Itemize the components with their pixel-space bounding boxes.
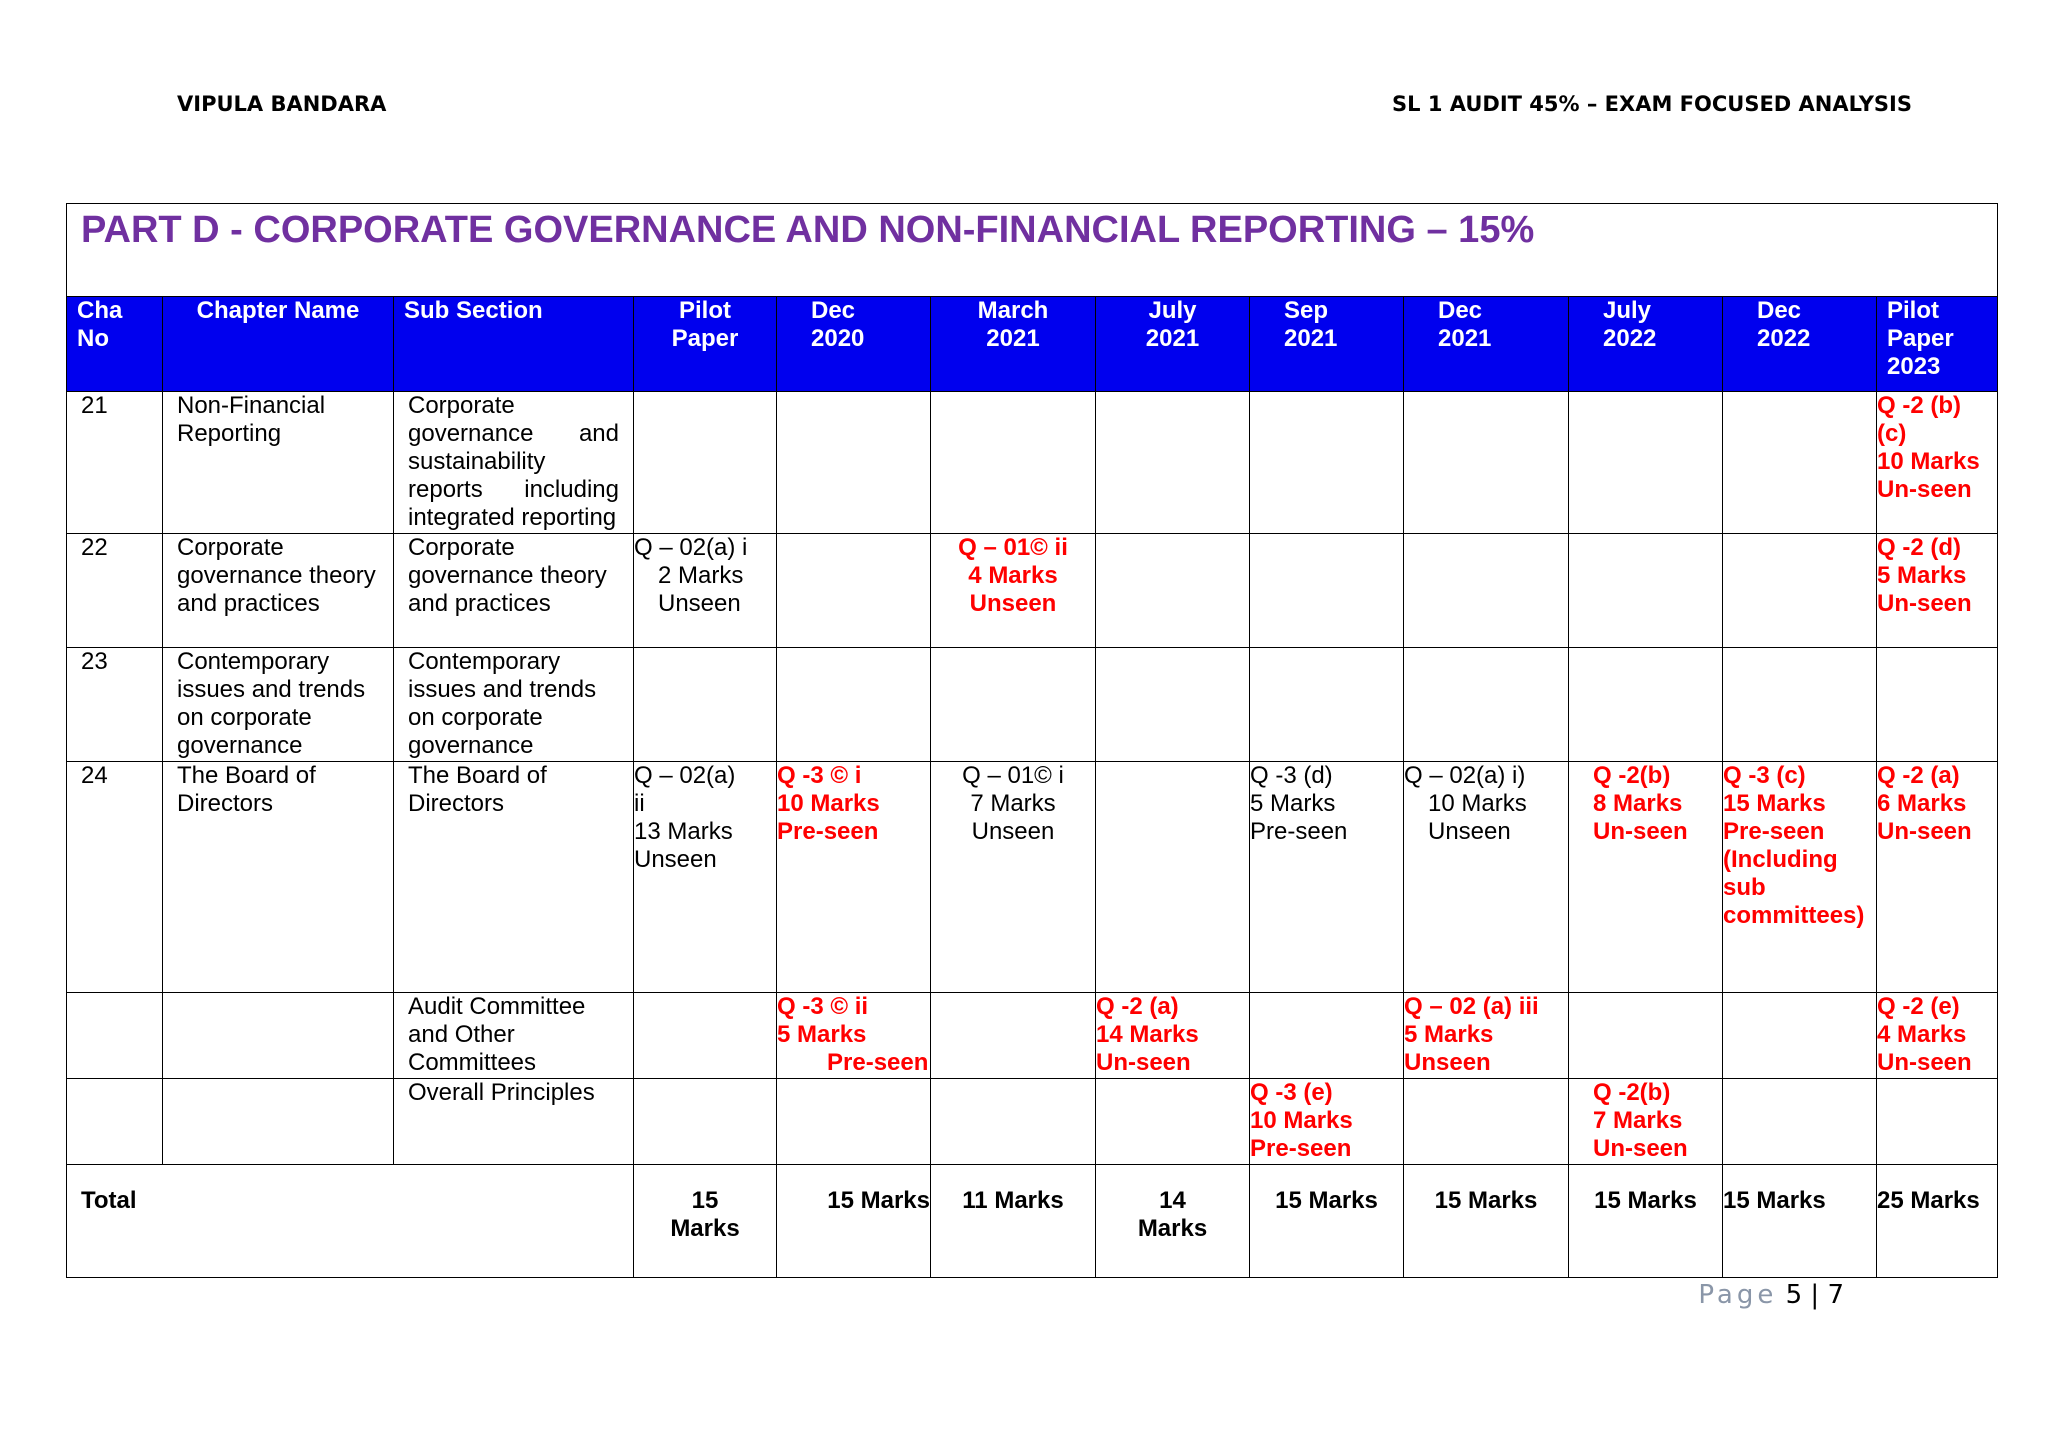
- cell-sep2021: [1250, 534, 1404, 648]
- chapter-name: Contemporary issues and trends on corporate governance: [163, 648, 394, 762]
- col-header-chapter-name: Chapter Name: [163, 297, 394, 392]
- cell-pilot: [634, 1079, 777, 1165]
- table-row: [67, 648, 1998, 762]
- cell-sep2021: [1250, 993, 1404, 1079]
- sub-section: The Board of Directors: [394, 762, 634, 993]
- sub-section: Contemporary issues and trends on corporate governance: [394, 648, 634, 762]
- page-current: 5: [1785, 1280, 1803, 1310]
- cell-pilot: [634, 648, 777, 762]
- total-mar2021: 11 Marks: [931, 1165, 1096, 1278]
- total-pilot: 15 Marks: [634, 1165, 777, 1278]
- cell-dec2020: [777, 1079, 931, 1165]
- cell-dec2022: [1723, 534, 1877, 648]
- cell-dec2021: Q – 02(a) i) 10 Marks Unseen: [1404, 762, 1569, 993]
- chapter-no: 24: [67, 762, 163, 993]
- col-header-sep-2021: Sep 2021: [1250, 297, 1404, 392]
- cell-jul2021: [1096, 762, 1250, 993]
- cell-mar2021: Q – 01© ii 4 Marks Unseen: [931, 534, 1096, 648]
- cell-dec2021: [1404, 1079, 1569, 1165]
- cell-jul2021: [1096, 1079, 1250, 1165]
- cell-dec2021: [1404, 534, 1569, 648]
- col-header-dec-2021: Dec 2021: [1404, 297, 1569, 392]
- table-row: [67, 762, 1998, 993]
- cell-jul2022: Q -2(b) 7 Marks Un-seen: [1569, 1079, 1723, 1165]
- total-row: [67, 1165, 1998, 1278]
- cell-mar2021: [931, 993, 1096, 1079]
- col-header-dec-2022: Dec 2022: [1723, 297, 1877, 392]
- col-header-pilot-paper-2023: Pilot Paper 2023: [1877, 297, 1998, 392]
- cell-mar2021: Q – 01© i 7 Marks Unseen: [931, 762, 1096, 993]
- total-label: Total: [67, 1165, 634, 1278]
- cell-jul2021: [1096, 392, 1250, 534]
- total-dec2022: 15 Marks: [1723, 1165, 1877, 1278]
- cell-jul2022: [1569, 648, 1723, 762]
- page-separator: |: [1810, 1280, 1820, 1310]
- total-dec2021: 15 Marks: [1404, 1165, 1569, 1278]
- cell-pilot: [634, 392, 777, 534]
- column-header-row: [67, 297, 1998, 392]
- col-header-pilot-paper: Pilot Paper: [634, 297, 777, 392]
- total-dec2020: 15 Marks: [777, 1165, 931, 1278]
- sub-section: Corporate governance and sustainability reports including integrated reporting: [394, 392, 634, 534]
- total-jul2022: 15 Marks: [1569, 1165, 1723, 1278]
- cell-dec2022: [1723, 993, 1877, 1079]
- cell-pilot: [634, 993, 777, 1079]
- cell-jul2022: [1569, 993, 1723, 1079]
- col-header-march-2021: March 2021: [931, 297, 1096, 392]
- chapter-no: 21: [67, 392, 163, 534]
- cell-pilot2023: [1877, 648, 1998, 762]
- chapter-no: [67, 993, 163, 1079]
- col-header-chapter-no: Cha No: [67, 297, 163, 392]
- page-number: [1698, 1280, 1844, 1310]
- cell-pilot2023: Q -2 (a) 6 Marks Un-seen: [1877, 762, 1998, 993]
- cell-sep2021: Q -3 (e) 10 Marks Pre-seen: [1250, 1079, 1404, 1165]
- cell-jul2022: [1569, 534, 1723, 648]
- col-header-dec-2020: Dec 2020: [777, 297, 931, 392]
- cell-pilot2023: Q -2 (d) 5 Marks Un-seen: [1877, 534, 1998, 648]
- cell-dec2021: Q – 02 (a) iii 5 Marks Unseen: [1404, 993, 1569, 1079]
- table-row: [67, 392, 1998, 534]
- cell-dec2020: Q -3 © ii 5 Marks Pre-seen: [777, 993, 931, 1079]
- cell-dec2021: [1404, 648, 1569, 762]
- page-total: 7: [1827, 1280, 1844, 1310]
- sub-section: Audit Committee and Other Committees: [394, 993, 634, 1079]
- cell-mar2021: [931, 392, 1096, 534]
- cell-pilot: Q – 02(a) i 2 Marks Unseen: [634, 534, 777, 648]
- sub-section: Corporate governance theory and practices: [394, 534, 634, 648]
- chapter-name: The Board of Directors: [163, 762, 394, 993]
- table-row: [67, 534, 1998, 648]
- cell-dec2020: Q -3 © i 10 Marks Pre-seen: [777, 762, 931, 993]
- col-header-july-2021: July 2021: [1096, 297, 1250, 392]
- cell-jul2022: Q -2(b) 8 Marks Un-seen: [1569, 762, 1723, 993]
- cell-pilot2023: [1877, 1079, 1998, 1165]
- cell-sep2021: [1250, 648, 1404, 762]
- cell-dec2021: [1404, 392, 1569, 534]
- cell-dec2022: [1723, 392, 1877, 534]
- cell-pilot2023: Q -2 (e) 4 Marks Un-seen: [1877, 993, 1998, 1079]
- chapter-name: Non-Financial Reporting: [163, 392, 394, 534]
- cell-dec2020: [777, 534, 931, 648]
- cell-dec2020: [777, 392, 931, 534]
- cell-sep2021: Q -3 (d) 5 Marks Pre-seen: [1250, 762, 1404, 993]
- cell-pilot: Q – 02(a) ii 13 Marks Unseen: [634, 762, 777, 993]
- cell-dec2022: Q -3 (c) 15 Marks Pre-seen (Including sub committees): [1723, 762, 1877, 993]
- total-pilot2023: 25 Marks: [1877, 1165, 1998, 1278]
- exam-analysis-table: [66, 203, 1998, 1278]
- total-jul2021: 14 Marks: [1096, 1165, 1250, 1278]
- chapter-name: [163, 1079, 394, 1165]
- cell-mar2021: [931, 1079, 1096, 1165]
- cell-dec2020: [777, 648, 931, 762]
- chapter-no: 23: [67, 648, 163, 762]
- cell-pilot2023: Q -2 (b) (c) 10 Marks Un-seen: [1877, 392, 1998, 534]
- cell-mar2021: [931, 648, 1096, 762]
- col-header-sub-section: Sub Section: [394, 297, 634, 392]
- col-header-july-2022: July 2022: [1569, 297, 1723, 392]
- cell-dec2022: [1723, 648, 1877, 762]
- sub-section: Overall Principles: [394, 1079, 634, 1165]
- cell-sep2021: [1250, 392, 1404, 534]
- author-name: VIPULA BANDARA: [177, 92, 387, 116]
- chapter-no: [67, 1079, 163, 1165]
- document-title: SL 1 AUDIT 45% – EXAM FOCUSED ANALYSIS: [1392, 92, 1912, 116]
- cell-jul2021: Q -2 (a) 14 Marks Un-seen: [1096, 993, 1250, 1079]
- cell-dec2022: [1723, 1079, 1877, 1165]
- chapter-no: 22: [67, 534, 163, 648]
- chapter-name: Corporate governance theory and practices: [163, 534, 394, 648]
- page-word: Page: [1698, 1280, 1778, 1310]
- cell-jul2022: [1569, 392, 1723, 534]
- chapter-name: [163, 993, 394, 1079]
- table-row: [67, 1079, 1998, 1165]
- cell-jul2021: [1096, 648, 1250, 762]
- cell-jul2021: [1096, 534, 1250, 648]
- table-row: [67, 993, 1998, 1079]
- total-sep2021: 15 Marks: [1250, 1165, 1404, 1278]
- section-title: PART D - CORPORATE GOVERNANCE AND NON-FINANCIAL REPORTING – 15%: [67, 204, 1998, 297]
